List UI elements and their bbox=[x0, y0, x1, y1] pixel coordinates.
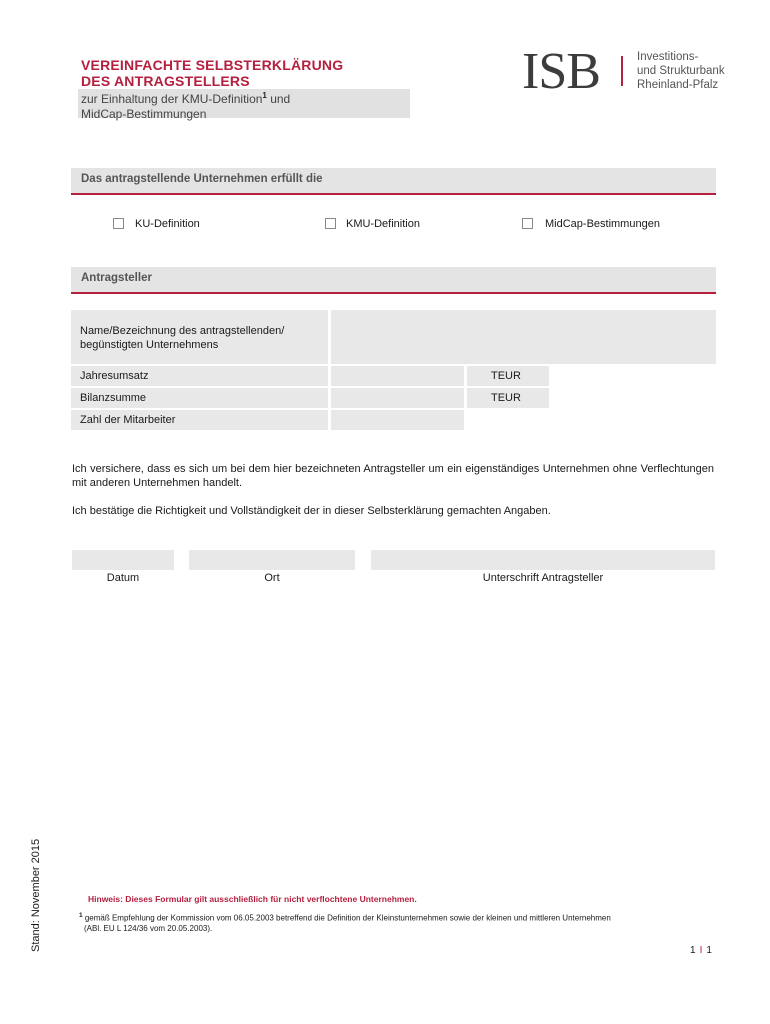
section-criteria-title: Das antragstellende Unternehmen erfüllt die bbox=[81, 173, 323, 185]
company-name-label bbox=[71, 310, 328, 364]
footnote-line-2: (ABl. EU L 124/36 vom 20.05.2003). bbox=[84, 923, 213, 933]
page-number bbox=[690, 945, 712, 956]
balance-unit: TEUR bbox=[467, 388, 549, 408]
section-criteria-header bbox=[71, 168, 716, 195]
ku-definition-label: KU-Definition bbox=[135, 218, 200, 230]
title-line-2: DES ANTRAGSTELLERS bbox=[81, 73, 250, 89]
date-field[interactable] bbox=[72, 550, 174, 570]
company-name-label-line-1: Name/Bezeichnung des antragstellenden/ bbox=[80, 325, 285, 337]
page-separator: I bbox=[699, 945, 703, 956]
place-field[interactable] bbox=[189, 550, 355, 570]
signature-label: Unterschrift Antragsteller bbox=[482, 572, 604, 584]
declaration-paragraph-1: Ich versichere, dass es sich um bei dem hier bezeichneten Antragsteller um ein eigenständiges Unternehmen ohne Verflechtungen mit anderen Unternehmen handelt. bbox=[72, 463, 714, 489]
kmu-definition-label: KMU-Definition bbox=[346, 218, 420, 230]
employees-label: Zahl der Mitarbeiter bbox=[71, 410, 328, 430]
employees-field[interactable] bbox=[331, 410, 464, 430]
bank-name-line-3: Rheinland-Pfalz bbox=[637, 79, 719, 91]
footnote-mark: 1 bbox=[262, 91, 267, 100]
title-line-1: VEREINFACHTE SELBSTERKLÄRUNG bbox=[81, 57, 344, 73]
midcap-checkbox[interactable] bbox=[522, 218, 533, 229]
logo-divider bbox=[621, 56, 623, 86]
balance-field[interactable] bbox=[331, 388, 464, 408]
company-name-field[interactable] bbox=[331, 310, 716, 364]
date-label: Datum bbox=[106, 572, 140, 584]
revenue-unit: TEUR bbox=[467, 366, 549, 386]
revenue-label: Jahresumsatz bbox=[71, 366, 328, 386]
revenue-field[interactable] bbox=[331, 366, 464, 386]
subtitle-line-2: MidCap-Bestimmungen bbox=[81, 106, 207, 121]
subtitle-line-1-tail: und bbox=[266, 92, 291, 106]
place-label: Ort bbox=[264, 572, 280, 584]
company-name-label-line-2: begünstigten Unternehmens bbox=[80, 339, 219, 351]
section-applicant-title: Antragsteller bbox=[81, 272, 152, 284]
page-total: 1 bbox=[706, 945, 712, 956]
document-subtitle bbox=[81, 89, 290, 121]
bank-name bbox=[637, 50, 725, 92]
revision-date: Stand: November 2015 bbox=[30, 838, 42, 952]
footnote-line-1: gemäß Empfehlung der Kommission vom 06.05.2003 betreffend die Definition der Kleinstunternehmen sowie der kleinen und mittleren Unternehmen bbox=[82, 913, 611, 923]
bank-name-line-2: und Strukturbank bbox=[637, 65, 725, 77]
isb-logo: ISB bbox=[522, 43, 600, 100]
page-current: 1 bbox=[690, 945, 696, 956]
footnote bbox=[79, 911, 699, 934]
midcap-label: MidCap-Bestimmungen bbox=[545, 218, 660, 230]
bank-name-line-1: Investitions- bbox=[637, 51, 699, 63]
balance-label: Bilanzsumme bbox=[71, 388, 328, 408]
notice-text: Hinweis: Dieses Formular gilt ausschließlich für nicht verflochtene Unternehmen. bbox=[88, 894, 417, 904]
signature-field[interactable] bbox=[371, 550, 715, 570]
document-title bbox=[81, 57, 343, 89]
kmu-definition-checkbox[interactable] bbox=[325, 218, 336, 229]
section-applicant-header bbox=[71, 267, 716, 294]
ku-definition-checkbox[interactable] bbox=[113, 218, 124, 229]
declaration-paragraph-2: Ich bestätige die Richtigkeit und Vollständigkeit der in dieser Selbsterklärung gemachten Angaben. bbox=[72, 505, 551, 517]
footnote-number: 1 bbox=[79, 912, 83, 919]
subtitle-line-1: zur Einhaltung der KMU-Definition bbox=[81, 92, 263, 106]
